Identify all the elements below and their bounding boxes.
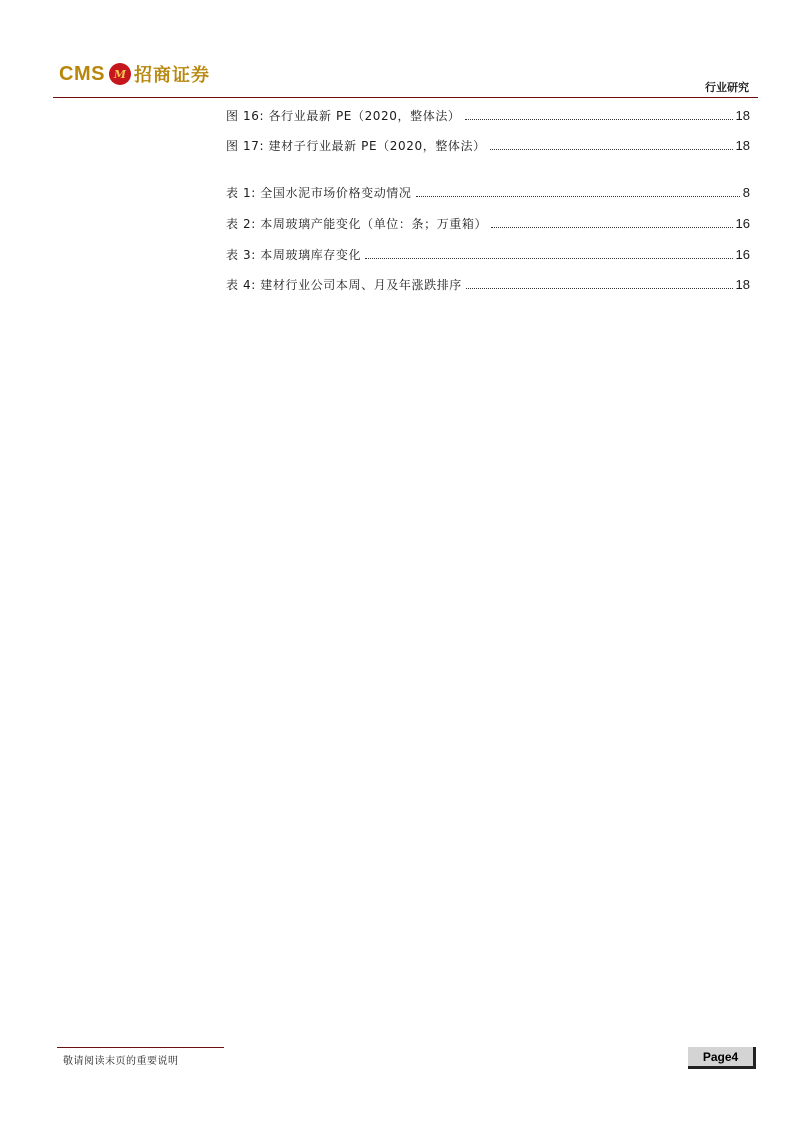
section-label: 行业研究	[705, 81, 749, 94]
logo-emblem-letter: M	[113, 67, 127, 81]
company-logo	[59, 60, 210, 88]
toc-leader-dots	[365, 258, 732, 259]
toc-entry-label: 表 1: 全国水泥市场价格变动情况	[226, 186, 412, 200]
toc-entry-page: 16	[735, 247, 750, 262]
toc-entry-label: 图 17: 建材子行业最新 PE（2020，整体法）	[226, 139, 486, 153]
toc-leader-dots	[491, 227, 732, 228]
toc-leader-dots	[465, 119, 733, 120]
logo-emblem-icon	[109, 63, 131, 85]
toc-entry-page: 18	[735, 108, 750, 123]
toc-entry-label: 图 16: 各行业最新 PE（2020，整体法）	[226, 109, 461, 123]
toc-entry[interactable]	[226, 275, 750, 293]
logo-company-name: 招商证券	[133, 65, 210, 86]
page-number-badge: Page4	[688, 1047, 756, 1069]
toc-entry-page: 16	[735, 216, 750, 231]
toc-entry[interactable]	[226, 183, 750, 201]
toc-entry[interactable]	[226, 245, 750, 263]
footer-disclaimer-note: 敬请阅读末页的重要说明	[63, 1056, 179, 1067]
header-divider	[53, 97, 758, 98]
toc-leader-dots	[416, 196, 740, 197]
footer-divider	[57, 1047, 224, 1048]
toc-leader-dots	[466, 288, 733, 289]
toc-entry-page: 8	[742, 185, 750, 200]
logo-cms-text: CMS	[59, 62, 105, 85]
toc-entry[interactable]	[226, 136, 750, 154]
toc-entry[interactable]	[226, 106, 750, 124]
toc-entry-label: 表 4: 建材行业公司本周、月及年涨跌排序	[226, 278, 462, 292]
toc-entry-label: 表 3: 本周玻璃库存变化	[226, 248, 362, 262]
toc-entry-label: 表 2: 本周玻璃产能变化（单位：条；万重箱）	[226, 217, 488, 231]
toc-entry-page: 18	[735, 277, 750, 292]
toc-entry-page: 18	[735, 138, 750, 153]
toc-leader-dots	[490, 149, 733, 150]
toc-entry[interactable]	[226, 214, 750, 232]
